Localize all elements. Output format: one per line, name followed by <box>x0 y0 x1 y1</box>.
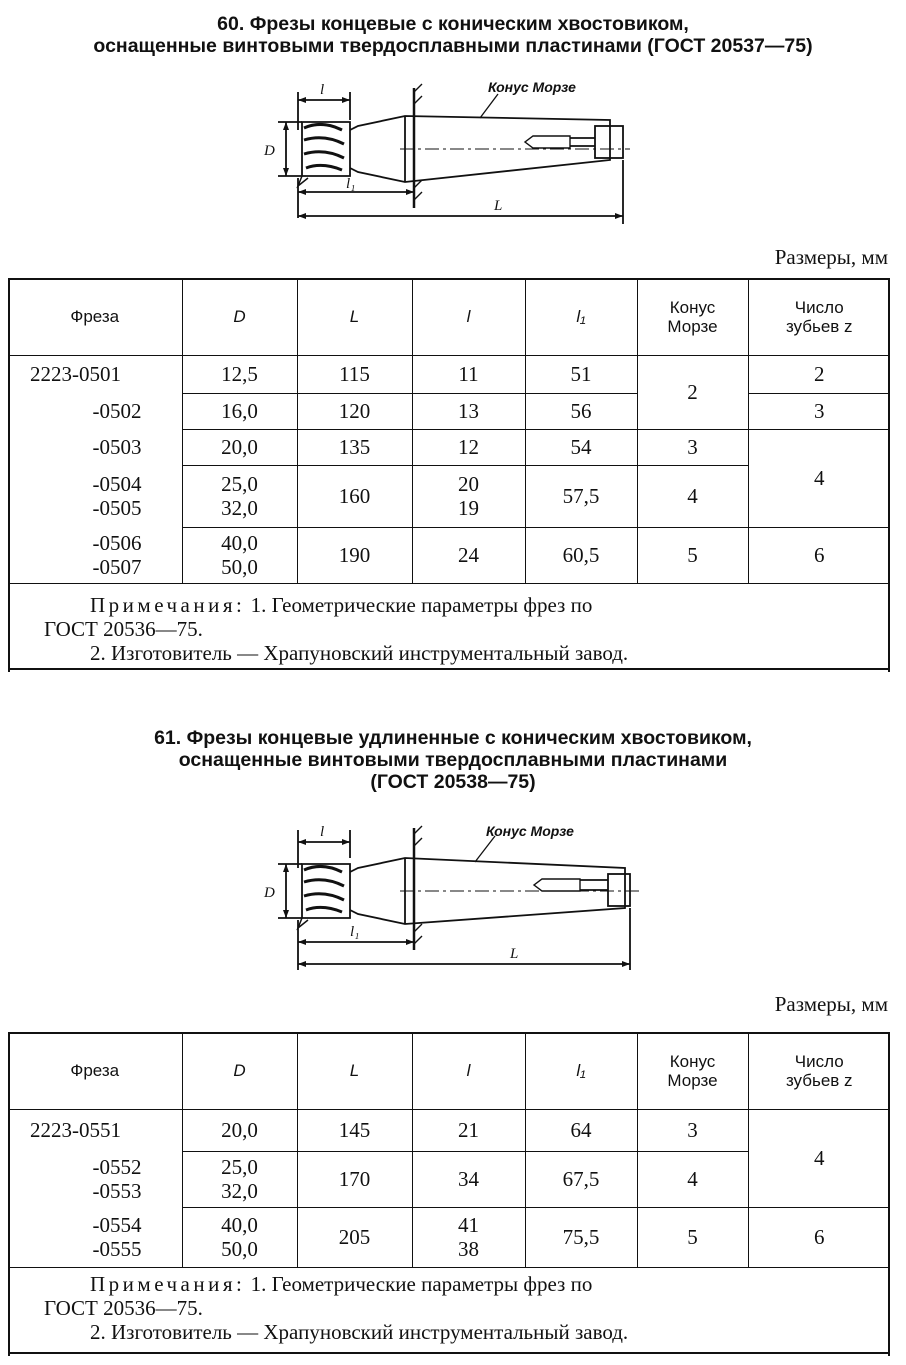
cell-cone: 3 <box>637 1109 748 1151</box>
table-border-right <box>888 278 890 672</box>
value-l: 19 <box>458 496 479 520</box>
cell-l1: 64 <box>525 1109 637 1151</box>
cell-teeth: 4 <box>748 1109 890 1207</box>
dim-label-l: l <box>320 82 325 98</box>
cell-teeth: 3 <box>748 393 890 429</box>
title-line: (ГОСТ 20538—75) <box>370 771 536 793</box>
title-line: 60. Фрезы концевые с коническим хвостовиком, <box>217 13 689 35</box>
freza-code: -0504 <box>92 472 142 496</box>
value-l: 41 <box>458 1213 479 1237</box>
value-D: 50,0 <box>221 555 258 579</box>
cell-D <box>182 527 297 583</box>
cell-l: 21 <box>412 1109 525 1151</box>
cell-freza <box>8 527 182 583</box>
cell-D: 12,5 <box>182 355 297 393</box>
dim-label-D: D <box>264 885 275 901</box>
cell-L: 135 <box>297 429 412 465</box>
cell-freza: 2223-0551 <box>8 1109 182 1151</box>
cell-L: 170 <box>297 1151 412 1207</box>
header-cone-line1: Конус <box>669 298 716 318</box>
cell-freza: 2223-0501 <box>8 355 182 393</box>
table-border-right <box>888 1032 890 1356</box>
cell-D <box>182 1207 297 1267</box>
cell-L: 160 <box>297 465 412 527</box>
cell-l: 13 <box>412 393 525 429</box>
cell-L: 145 <box>297 1109 412 1151</box>
freza-code: -0555 <box>92 1236 142 1261</box>
freza-code: -0553 <box>92 1179 142 1203</box>
cell-L: 120 <box>297 393 412 429</box>
header-teeth-line1: Число <box>794 298 844 318</box>
cone-label: Конус Морзе <box>488 79 576 95</box>
header-teeth-line1: Число <box>794 1052 844 1072</box>
freza-code: -0506 <box>92 530 142 555</box>
notes-60 <box>44 593 874 665</box>
note1-text: 1. Геометрические параметры фрез по <box>250 1272 593 1296</box>
value-D: 40,0 <box>221 1213 258 1237</box>
cell-freza: -0502 <box>8 393 182 429</box>
notes-prefix: Примечания: <box>90 593 246 617</box>
value-D: 32,0 <box>221 1179 258 1203</box>
table-row <box>8 1109 890 1151</box>
header-freza: Фреза <box>8 1033 182 1109</box>
header-cone <box>637 1033 748 1109</box>
header-teeth-line2: зубьев z <box>785 317 853 337</box>
cell-l <box>412 465 525 527</box>
note1-cont: ГОСТ 20536—75. <box>44 617 203 641</box>
cell-teeth: 6 <box>814 1224 825 1249</box>
cone-label: Конус Морзе <box>486 823 574 839</box>
cell-cone: 5 <box>637 1207 748 1267</box>
header-freza: Фреза <box>8 279 182 355</box>
cell-teeth: 4 <box>748 429 890 527</box>
value-D: 32,0 <box>221 496 258 520</box>
cell-freza <box>8 1151 182 1207</box>
cell-freza <box>8 1207 182 1267</box>
cell-l: 24 <box>412 527 525 583</box>
cell-l1: 57,5 <box>525 465 637 527</box>
table-row <box>8 527 890 583</box>
cell-l1: 75,5 <box>525 1207 637 1267</box>
dim-label-l1: l₁ <box>350 924 360 940</box>
note1-text: 1. Геометрические параметры фрез по <box>250 593 593 617</box>
cutter-drawing-60 <box>250 78 650 228</box>
cell-l: 34 <box>412 1151 525 1207</box>
note2: 2. Изготовитель — Храпуновский инструментальный завод. <box>90 1320 629 1344</box>
dim-label-D: D <box>264 143 275 159</box>
note-line <box>44 593 874 617</box>
sizes-label: Размеры, мм <box>774 992 888 1016</box>
header-l: l <box>412 279 525 355</box>
cell-D: 20,0 <box>182 1109 297 1151</box>
freza-code: -0505 <box>92 496 142 520</box>
header-cone-line2: Морзе <box>667 317 718 337</box>
cell-cone: 4 <box>637 1151 748 1207</box>
section-60-title <box>0 13 906 57</box>
value-l: 20 <box>458 472 479 496</box>
cell-teeth: 2 <box>748 355 890 393</box>
header-D: D <box>182 279 297 355</box>
table-row <box>8 1207 890 1267</box>
title-line: 61. Фрезы концевые удлиненные с коническим хвостовиком, <box>154 727 752 749</box>
header-cone-line2: Морзе <box>667 1071 718 1091</box>
header-teeth <box>748 1033 890 1109</box>
header-l1: l₁ <box>525 279 637 355</box>
note2: 2. Изготовитель — Храпуновский инструментальный завод. <box>90 641 629 665</box>
header-teeth <box>748 279 890 355</box>
value-l: 38 <box>458 1237 479 1261</box>
title-line: оснащенные винтовыми твердосплавными пластинами <box>178 749 728 771</box>
title-line: оснащенные винтовыми твердосплавными пластинами (ГОСТ 20537—75) <box>93 35 813 57</box>
value-D: 50,0 <box>221 1237 258 1261</box>
cell-cone: 2 <box>637 355 748 429</box>
freza-code: -0554 <box>92 1212 142 1237</box>
sizes-label: Размеры, мм <box>774 245 888 269</box>
table-row <box>8 355 890 393</box>
header-D: D <box>182 1033 297 1109</box>
notes-prefix: Примечания: <box>90 1272 246 1296</box>
cutter-drawing-61 <box>250 822 650 972</box>
table-border-left <box>8 1032 10 1356</box>
header-l: l <box>412 1033 525 1109</box>
cell-l: 11 <box>412 355 525 393</box>
header-L: L <box>297 1033 412 1109</box>
cell-cone: 5 <box>637 527 748 583</box>
dim-label-l1: l₁ <box>346 176 356 192</box>
cell-L: 205 <box>297 1207 412 1267</box>
dim-label-l: l <box>320 824 325 840</box>
cell-l1: 56 <box>525 393 637 429</box>
cell-cone: 3 <box>637 429 748 465</box>
cell-D: 16,0 <box>182 393 297 429</box>
dim-label-L: L <box>494 198 503 214</box>
header-row <box>8 1033 890 1109</box>
notes-61 <box>44 1272 874 1344</box>
table-border-left <box>8 278 10 672</box>
header-cone <box>637 279 748 355</box>
cell-l1: 60,5 <box>525 527 637 583</box>
cell-l1: 51 <box>525 355 637 393</box>
header-cone-line1: Конус <box>669 1052 716 1072</box>
cell-D <box>182 1151 297 1207</box>
cell-L: 190 <box>297 527 412 583</box>
value-D: 40,0 <box>221 531 258 555</box>
section-61-title <box>0 727 906 793</box>
cell-freza <box>8 465 182 527</box>
note-line <box>44 1272 874 1296</box>
header-teeth-line2: зубьев z <box>785 1071 853 1091</box>
cell-teeth: 6 <box>814 542 825 567</box>
table-row <box>8 429 890 465</box>
dim-label-L: L <box>510 946 519 962</box>
cell-l: 12 <box>412 429 525 465</box>
cell-l1: 67,5 <box>525 1151 637 1207</box>
cell-freza: -0503 <box>8 429 182 465</box>
value-D: 25,0 <box>221 1155 258 1179</box>
freza-code: -0507 <box>92 554 142 579</box>
cell-L: 115 <box>297 355 412 393</box>
header-row <box>8 279 890 355</box>
cell-cone: 4 <box>637 465 748 527</box>
cell-D: 20,0 <box>182 429 297 465</box>
value-D: 25,0 <box>221 472 258 496</box>
cell-D <box>182 465 297 527</box>
cell-l <box>412 1207 525 1267</box>
header-l1: l₁ <box>525 1033 637 1109</box>
freza-code: -0552 <box>92 1155 142 1179</box>
table-row <box>8 393 890 429</box>
cell-l1: 54 <box>525 429 637 465</box>
header-L: L <box>297 279 412 355</box>
note1-cont: ГОСТ 20536—75. <box>44 1296 203 1320</box>
